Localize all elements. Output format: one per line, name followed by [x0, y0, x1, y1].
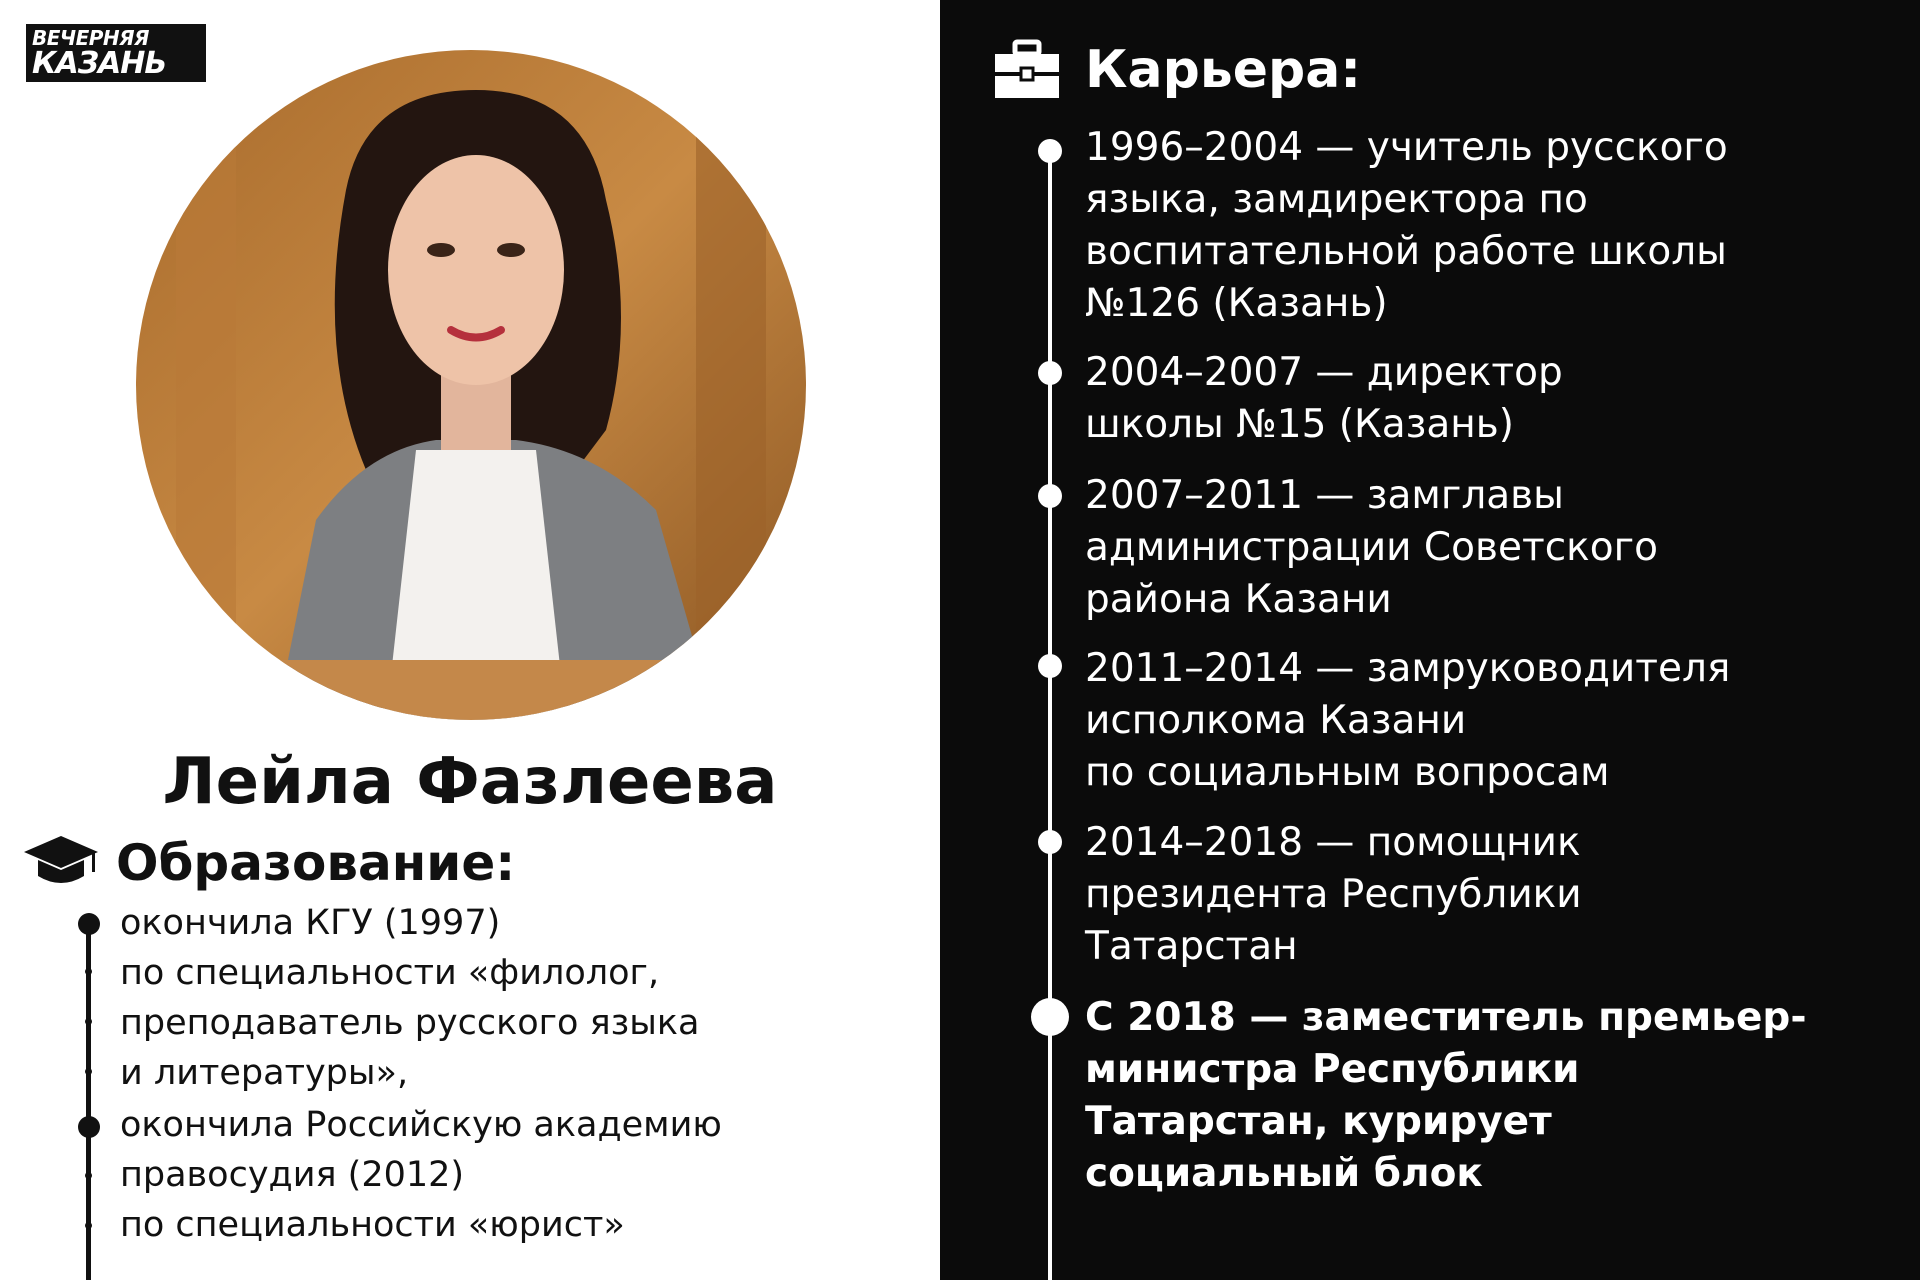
education-dot — [78, 913, 100, 935]
career-timeline — [1048, 150, 1052, 1280]
education-item-line: и литературы», — [120, 1053, 409, 1093]
portrait-photo — [136, 50, 806, 720]
career-item-line: Татарстан — [1085, 924, 1298, 969]
career-item-line: 1996–2004 — учитель русского — [1085, 125, 1728, 170]
education-item — [120, 1100, 920, 1250]
career-dot-current — [1031, 998, 1069, 1036]
career-item-line: исполкома Казани — [1085, 698, 1467, 743]
career-item-line: 2014–2018 — помощник — [1085, 820, 1581, 865]
career-dot — [1038, 361, 1062, 385]
career-item — [1085, 122, 1895, 330]
education-tick — [85, 968, 92, 975]
career-dot — [1038, 654, 1062, 678]
briefcase-icon — [993, 38, 1061, 100]
career-item-line: администрации Советского — [1085, 525, 1658, 570]
career-item — [1085, 817, 1895, 973]
career-item-line: школы №15 (Казань) — [1085, 402, 1514, 447]
logo-line-2: КАЗАНЬ — [32, 46, 167, 81]
education-item-line: окончила КГУ (1997) — [120, 903, 501, 943]
education-tick — [85, 1222, 92, 1229]
education-item-line: правосудия (2012) — [120, 1155, 465, 1195]
career-item-line: социальный блок — [1085, 1151, 1483, 1196]
education-item-line: по специальности «юрист» — [120, 1205, 625, 1245]
career-item-line: президента Республики — [1085, 872, 1582, 917]
career-item-line: 2011–2014 — замруководителя — [1085, 646, 1731, 691]
career-dot — [1038, 139, 1062, 163]
education-item — [120, 898, 920, 1098]
career-dot — [1038, 830, 1062, 854]
career-item — [1085, 347, 1895, 451]
career-item — [1085, 643, 1895, 799]
career-item-line: по социальным вопросам — [1085, 750, 1610, 795]
career-item-line: Татарстан, курирует — [1085, 1099, 1552, 1144]
career-item-line: района Казани — [1085, 577, 1392, 622]
education-tick — [85, 1018, 92, 1025]
left-panel — [0, 0, 940, 1280]
education-tick — [85, 1068, 92, 1075]
education-dot — [78, 1116, 100, 1138]
career-item-line: воспитательной работе школы — [1085, 229, 1727, 274]
career-item-line: 2007–2011 — замглавы — [1085, 473, 1564, 518]
career-item-line: 2004–2007 — директор — [1085, 350, 1563, 395]
person-name: Лейла Фазлеева — [162, 745, 778, 819]
graduation-cap-icon — [22, 832, 100, 894]
education-heading: Образование: — [116, 834, 516, 892]
education-item-line: окончила Российскую академию — [120, 1105, 722, 1145]
logo-line-1: ВЕЧЕРНЯЯ — [32, 26, 149, 50]
career-item-line: №126 (Казань) — [1085, 281, 1388, 326]
career-heading: Карьера: — [1085, 40, 1362, 100]
career-item-line: С 2018 — заместитель премьер- — [1085, 995, 1807, 1040]
career-item-line: министра Республики — [1085, 1047, 1580, 1092]
career-dot — [1038, 484, 1062, 508]
education-tick — [85, 1172, 92, 1179]
career-item — [1085, 470, 1895, 626]
career-item-line: языка, замдиректора по — [1085, 177, 1588, 222]
brand-logo — [26, 24, 206, 82]
education-item-line: преподаватель русского языка — [120, 1003, 700, 1043]
education-item-line: по специальности «филолог, — [120, 953, 660, 993]
career-item-current — [1085, 992, 1895, 1200]
